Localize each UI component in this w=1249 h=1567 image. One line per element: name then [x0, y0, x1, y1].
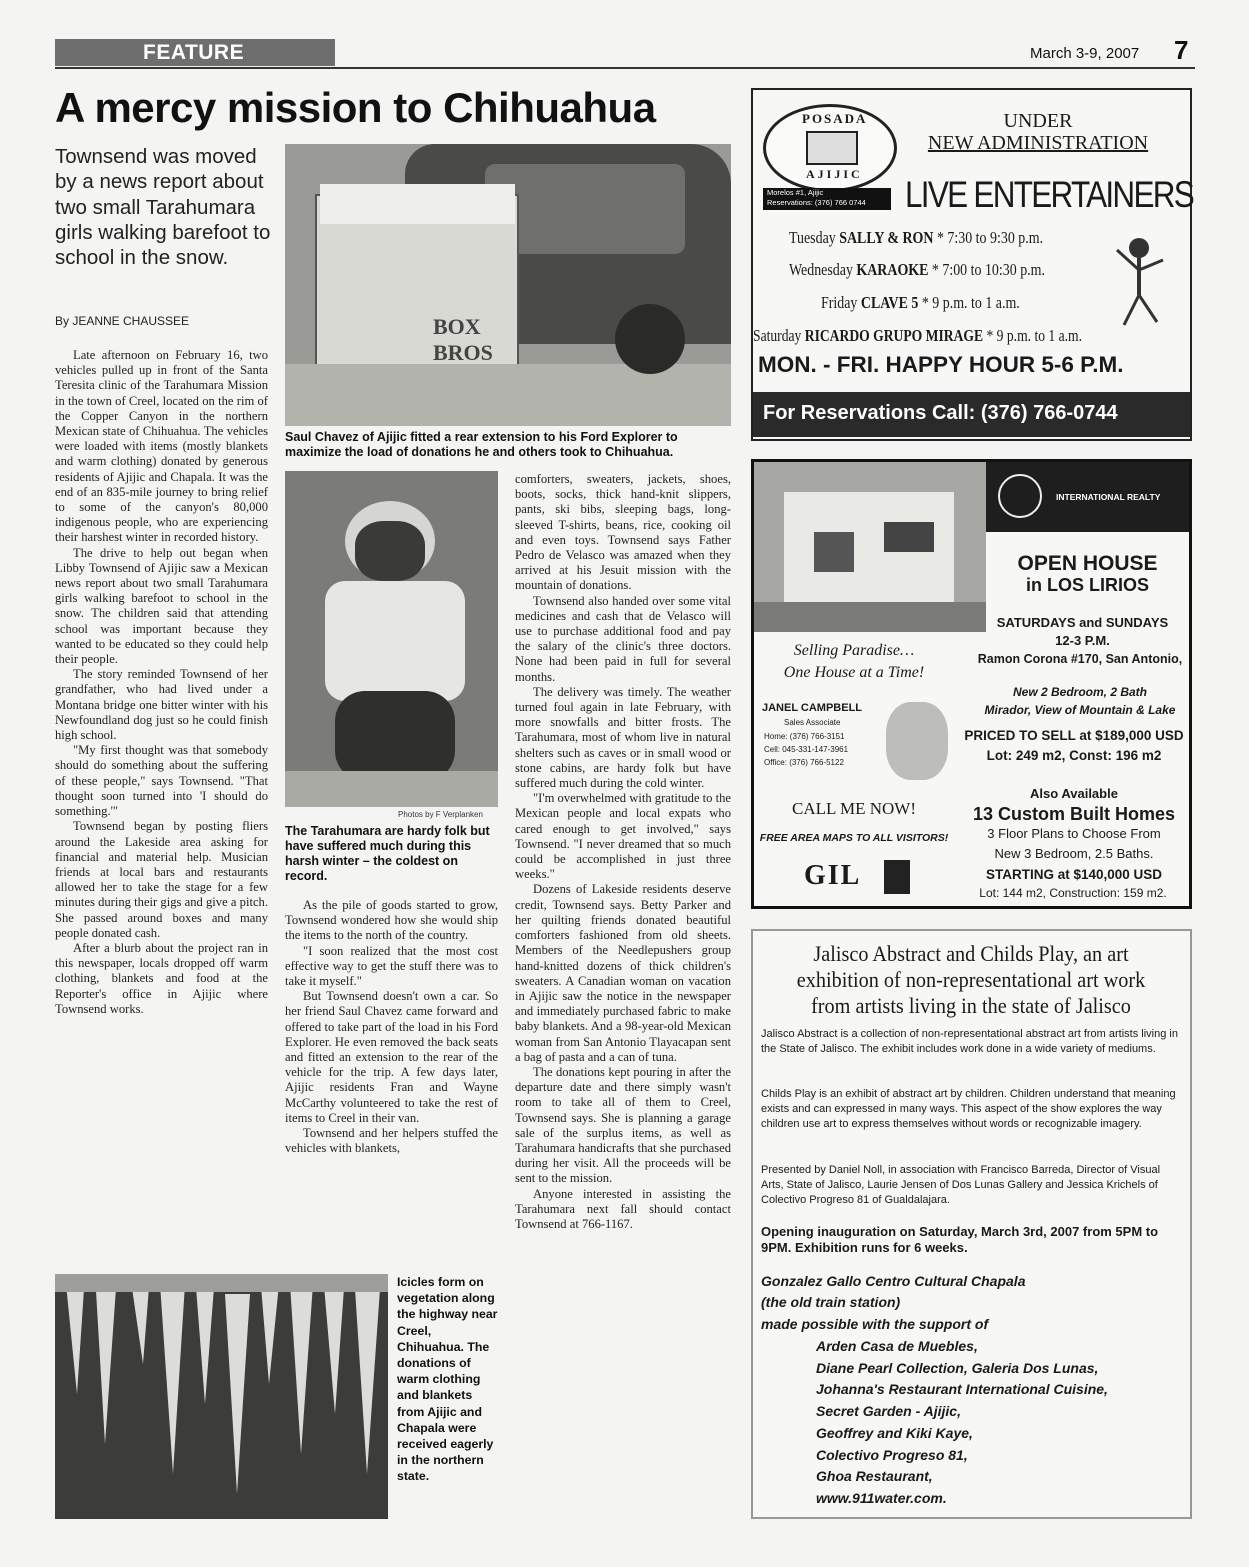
sponsor: Ghoa Restaurant,: [816, 1468, 933, 1485]
agent-home: Home: (376) 766-3151: [764, 732, 845, 741]
globe-icon: [998, 474, 1042, 518]
exhibition-desc-2: Childs Play is an exhibit of abstract art by children. Children understand that meaning exists and can expressed in many ways. This aspect of the show explores the way children use art to express themselves without words or recognizable imagery.: [761, 1088, 1176, 1130]
paragraph: After a blurb about the project ran in this newspaper, locals dropped off warm clothing, blankets and food at the Reporter's office in Ajijic where Townsend works.: [55, 940, 268, 1016]
article-column-1: [55, 348, 268, 1017]
headline: A mercy mission to Chihuahua: [55, 84, 656, 131]
custom-homes: 13 Custom Built Homes: [972, 804, 1176, 824]
exhibition-title: Jalisco Abstract and Childs Play, an art exhibition of non-representational art work from artists living in the state of Jalisco: [796, 941, 1146, 1018]
sponsor: Colectivo Progreso 81,: [816, 1446, 968, 1463]
paragraph: Townsend also handed over some vital medicines and cash that de Velasco will use to purchase additional food and pay the salary of the clinic's three doctors. None had been paid in full for several months.: [515, 593, 731, 684]
sponsor: Secret Garden - Ajijic,: [816, 1403, 961, 1420]
logo-bottom-text: AJIJIC: [806, 167, 863, 181]
new-administration: NEW ADMINISTRATION: [927, 132, 1149, 154]
slogan-1: Selling Paradise…: [793, 642, 915, 659]
photo-caption: The Tarahumara are hardy folk but have suffered much during this harsh winter – the coldest on record.: [285, 824, 490, 883]
lot-size: Lot: 249 m2, Const: 196 m2: [986, 748, 1162, 763]
under-text: UNDER: [1003, 110, 1073, 132]
sponsor-list: [816, 1336, 1108, 1510]
byline: By JEANNE CHAUSSEE: [55, 314, 190, 328]
venue-name: Gonzalez Gallo Centro Cultural Chapala: [761, 1273, 1026, 1289]
dancing-figure-icon: [1109, 230, 1169, 330]
sponsor: Diane Pearl Collection, Galeria Dos Lunas,: [816, 1359, 1099, 1376]
specs-line-2: Mirador, View of Mountain & Lake: [984, 703, 1176, 717]
posada-address: Morelos #1, Ajijic: [767, 188, 824, 197]
lot-size-2: Lot: 144 m2, Construction: 159 m2.: [979, 886, 1167, 900]
floor-plans: 3 Floor Plans to Choose From: [987, 826, 1161, 841]
open-house-days: SATURDAYS and SUNDAYS: [996, 615, 1169, 630]
paragraph: comforters, sweaters, jackets, shoes, boots, socks, thick hand-knit slippers, pants, ski bibs, sleeping bags, long-sleeved T-shirts, beans, rice, cooking oil and even toys. Townsend says Father Pedro de Velasco was amazed when they arrived at his Jesuit mission with the mountain of donations.: [515, 472, 731, 593]
gil-logo: GIL: [804, 860, 862, 891]
posada-logo: [763, 104, 897, 192]
agent-title: Sales Associate: [784, 718, 841, 727]
photo-caption: Icicles form on vegetation along the highway near Creel, Chihuahua. The donations of warm clothing and blankets from Ajijic and Chapala were received eagerly in the northern state.: [397, 1275, 498, 1484]
venue-note: (the old train station): [761, 1294, 901, 1310]
sponsor: www.911water.com.: [816, 1489, 947, 1506]
article-column-3: [515, 472, 731, 1232]
schedule-line: Tuesday SALLY & RON * 7:30 to 9:30 p.m.: [789, 228, 1044, 247]
paragraph: The story reminded Townsend of her grandfather, who had lived under a Montana bridge one bitter winter with his Newfoundland dog just so he could finish high school.: [55, 667, 268, 743]
section-label: FEATURE: [143, 41, 245, 64]
article-column-2: [285, 898, 498, 1156]
new-3-bedroom: New 3 Bedroom, 2.5 Baths.: [994, 846, 1154, 861]
ad-art-exhibition: [751, 929, 1192, 1519]
schedule-line: Friday CLAVE 5 * 9 p.m. to 1 a.m.: [821, 293, 1020, 312]
open-house: OPEN HOUSE: [1017, 552, 1158, 575]
also-available: Also Available: [1030, 786, 1118, 801]
ampi-logo: [884, 860, 910, 894]
paragraph: "I soon realized that the most cost effective way to get the stuff there was to take it myself.": [285, 943, 498, 989]
live-entertainers: LIVE ENTERTAINERS: [905, 174, 1194, 215]
paragraph: "My first thought was that somebody should do something about the suffering of these people," says Townsend. "That thought soon turned into 'I should do something.'": [55, 743, 268, 819]
paragraph: Late afternoon on February 16, two vehicles pulled up in front of the Santa Teresita clinic of the Tarahumara Mission in the town of Creel, located on the rim of the Copper Canyon in the northern Mexican state of Chihuahua. The vehicles were loaded with items (mostly blankets and warm clothing) donated by generous residents of Ajijic and Chapala. It was the end of an 835-mile journey to bring relief to some of the canyon's 80,000 indigenous people, who are experiencing their harshest winter in recorded history.: [55, 348, 268, 545]
support-line: made possible with the support of: [761, 1316, 989, 1332]
building-icon: [806, 131, 858, 165]
open-house-location: in LOS LIRIOS: [1025, 575, 1149, 595]
issue-date: March 3-9, 2007: [1030, 45, 1140, 62]
deck: Townsend was moved by a news report about two small Tarahumara girls walking barefoot to school in the snow.: [55, 145, 271, 270]
agent-name: JANEL CAMPBELL: [762, 702, 863, 714]
photo-loaded-vehicle: [285, 144, 731, 426]
exhibition-desc-1: Jalisco Abstract is a collection of non-representational abstract art from artists living in the State of Jalisco. The exhibit includes work done in a wide variety of mediums.: [761, 1028, 1178, 1055]
paragraph: Townsend began by posting fliers around the Lakeside area asking for financial and material help. Musician friends at local bars and restaurants allowed her to take the stage for a few minutes during their gigs and give a pitch. She passed around boxes and many people donated cash.: [55, 819, 268, 940]
schedule-line: Wednesday KARAOKE * 7:00 to 10:30 p.m.: [789, 260, 1045, 279]
starting-price: STARTING at $140,000 USD: [985, 867, 1163, 882]
exhibition-desc-3: Presented by Daniel Noll, in association with Francisco Barreda, Director of Visual Arts, State of Jalisco, Laurie Jensen of Dos Lunas Gallery and Jessica Krichels of Colectivo Progreso 81 of Gualdalajara.: [761, 1164, 1161, 1206]
ad-posada-ajijic: [751, 88, 1192, 441]
realty-company: INTERNATIONAL REALTY: [1056, 492, 1161, 502]
paragraph: "I'm overwhelmed with gratitude to the Mexican people and local expats who cared enough to get involved," says Townsend. "I never dreamed that so much could be accomplished in just three weeks.": [515, 791, 732, 882]
photo-credit: Photos by F Verplanken: [398, 810, 483, 819]
box-sign: BROS: [433, 340, 493, 365]
photo-caption: Saul Chavez of Ajijic fitted a rear extension to his Ford Explorer to maximize the load of donations he and others took to Chihuahua.: [285, 430, 678, 459]
posada-reservations-small: Reservations: (376) 766 0744: [767, 198, 866, 207]
schedule-line: Saturday RICARDO GRUPO MIRAGE * 9 p.m. to 1 a.m.: [753, 326, 1083, 345]
free-maps: FREE AREA MAPS TO ALL VISITORS!: [759, 832, 949, 844]
happy-hour: MON. - FRI. HAPPY HOUR 5-6 P.M.: [758, 352, 1124, 377]
page-number: 7: [1174, 35, 1189, 65]
price: PRICED TO SELL at $189,000 USD: [964, 728, 1184, 743]
house-photo: [754, 462, 986, 632]
logo-top-text: POSADA: [802, 111, 868, 126]
paragraph: Dozens of Lakeside residents deserve credit, Townsend says. Betty Parker and her quilting friends donated beautiful comforters fashioned from old sheets. Members of the Needlepushers group hand-knitted dozens of thick children's sweaters. A Canadian woman on vacation in Ajijic saw the notice in the newspaper and immediately purchased fabric to make baby blankets. And a 98-year-old Mexican woman from San Antonio Tlayacapan sent a bag of pasta and a can of tuna.: [515, 882, 731, 1064]
agent-cell: Cell: 045-331-147-3961: [764, 745, 849, 754]
sponsor: Geoffrey and Kiki Kaye,: [816, 1424, 973, 1441]
specs-line-1: New 2 Bedroom, 2 Bath: [1012, 685, 1148, 699]
slogan-2: One House at a Time!: [783, 664, 925, 681]
agent-office: Office: (376) 766-5122: [764, 758, 844, 767]
photo-icicles: [55, 1274, 388, 1519]
agent-photo: [886, 702, 948, 780]
paragraph: Townsend and her helpers stuffed the vehicles with blankets,: [285, 1126, 498, 1156]
photo-tarahumara-person: [285, 471, 498, 807]
sponsor: Arden Casa de Muebles,: [816, 1338, 978, 1354]
paragraph: The donations kept pouring in after the departure date and there simply wasn't room to take all of them to Creel, Townsend says. She is planning a garage sale of the surplus items, as well as Tarahumara handicrafts that she purchased during her visit. All the proceeds will be sent to the mission.: [515, 1064, 731, 1186]
paragraph: The drive to help out began when Libby Townsend of Ajijic saw a Mexican news report about two small Tarahumara girls walking barefoot to school in the snow. The children said that attending school was important because they wanted to be educated so they could help their people.: [55, 545, 268, 667]
posada-address-band: [763, 188, 891, 210]
box-sign: BOX: [433, 314, 481, 339]
sponsor: Johanna's Restaurant International Cuisine,: [816, 1381, 1108, 1398]
realty-header-band: [986, 462, 1189, 532]
paragraph: The delivery was timely. The weather turned foul again in late February, with more snowfalls and bitter frosts. The Tarahumara, most of whom live in natural shelters such as caves or in small wood or stone cabins, are hardy folk but have suffered much during the cold winter.: [515, 684, 731, 791]
open-house-hours: 12-3 P.M.: [1055, 633, 1110, 648]
reservations-banner: For Reservations Call: (376) 766-0744: [753, 392, 1190, 437]
ad-international-realty: [751, 459, 1192, 909]
open-house-address: Ramon Corona #170, San Antonio,: [977, 652, 1183, 666]
section-banner: [55, 39, 335, 66]
paragraph: But Townsend doesn't own a car. So her friend Saul Chavez came forward and offered to take part of the load in his Ford Explorer. He even removed the back seats and fitted an extension to the rear of the vehicle for the trip. A few days later, Ajijic residents Fran and Wayne McCarthy volunteered to take the rest of items to Creel in their van.: [285, 989, 498, 1125]
opening-info: Opening inauguration on Saturday, March 3rd, 2007 from 5PM to 9PM. Exhibition runs for 6 weeks.: [761, 1224, 1159, 1255]
call-me-now: CALL ME NOW!: [791, 799, 916, 818]
paragraph: Anyone interested in assisting the Tarahumara next fall should contact Townsend at 766-1167.: [515, 1186, 731, 1231]
header-rule: [55, 67, 1195, 69]
paragraph: As the pile of goods started to grow, Townsend wondered how she would ship the items to the north of the country.: [285, 898, 498, 943]
